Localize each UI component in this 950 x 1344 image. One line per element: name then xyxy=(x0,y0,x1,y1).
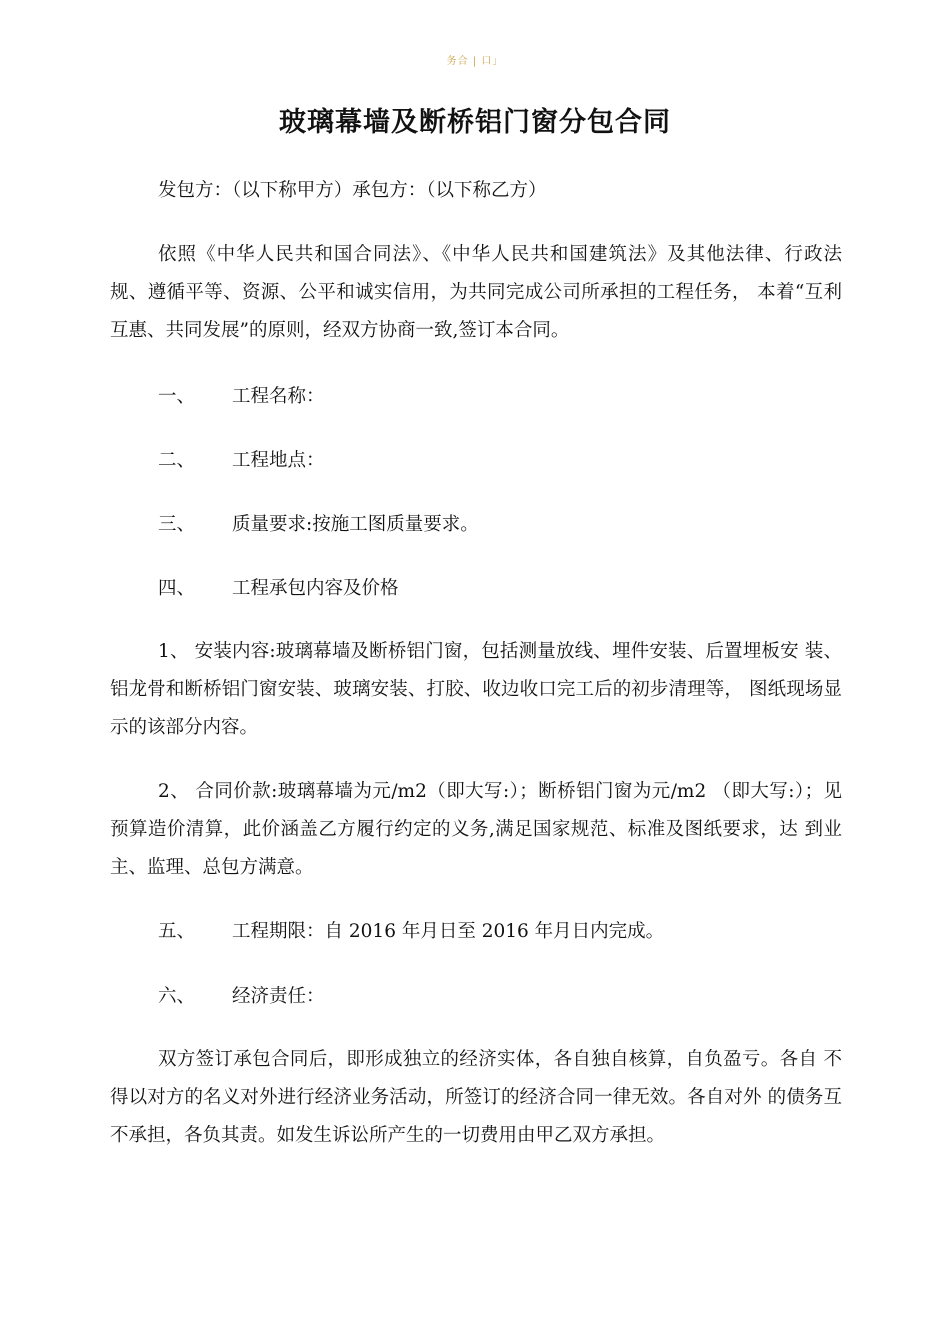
section-heading: 工程名称： xyxy=(232,386,325,407)
section-heading: 质量要求:按施工图质量要求。 xyxy=(232,514,479,535)
item-1-paragraph: 1、 安装内容:玻璃幕墙及断桥铝门窗，包括测量放线、埋件安装、后置埋板安 装、铝龙骨和断桥铝门窗安装、玻璃安装、打胶、收边收口完工后的初步清理等， 图纸现场显示的该部分内容。 xyxy=(110,641,842,738)
section-3 xyxy=(158,506,479,544)
section-number: 六、 xyxy=(158,986,196,1007)
section-4 xyxy=(158,570,399,608)
item-2-paragraph: 2、 合同价款:玻璃幕墙为元/m2（即大写:）；断桥铝门窗为元/m2 （即大写:）；见 预算造价清算，此价涵盖乙方履行约定的义务,满足国家规范、标准及图纸要求，达 到业主、监理、总包方满意。 xyxy=(110,781,842,878)
header-mark: 务合 | 口」 xyxy=(446,56,504,67)
section-6 xyxy=(158,978,325,1016)
section-1 xyxy=(158,378,325,416)
parties-line: 发包方：（以下称甲方）承包方：（以下称乙方） xyxy=(158,180,547,201)
liability-paragraph: 双方签订承包合同后，即形成独立的经济实体，各自独自核算，自负盈亏。各自 不得以对方的名义对外进行经济业务活动，所签订的经济合同一律无效。各自对外 的债务互不承担，各负其责。如发生诉讼所产生的一切费用由甲乙双方承担。 xyxy=(110,1049,842,1146)
section-heading: 经济责任： xyxy=(232,986,325,1007)
section-5 xyxy=(158,913,664,951)
section-heading: 工程承包内容及价格 xyxy=(232,578,399,599)
section-number: 二、 xyxy=(158,450,196,471)
section-heading: 工程期限：自 2016 年月日至 2016 年月日内完成。 xyxy=(232,921,665,942)
section-number: 三、 xyxy=(158,514,196,535)
section-number: 四、 xyxy=(158,578,196,599)
section-2 xyxy=(158,442,325,480)
preamble-paragraph: 依照《中华人民共和国合同法》、《中华人民共和国建筑法》及其他法律、行政法规、遵循平等、资源、公平和诚实信用，为共同完成公司所承担的工程任务， 本着“互利互惠、共同发展”的原则，经双方协商一致,签订本合同。 xyxy=(110,244,842,341)
section-number: 五、 xyxy=(158,921,196,942)
section-number: 一、 xyxy=(158,386,196,407)
page-title: 玻璃幕墙及断桥铝门窗分包合同 xyxy=(279,107,671,138)
section-heading: 工程地点： xyxy=(232,450,325,471)
